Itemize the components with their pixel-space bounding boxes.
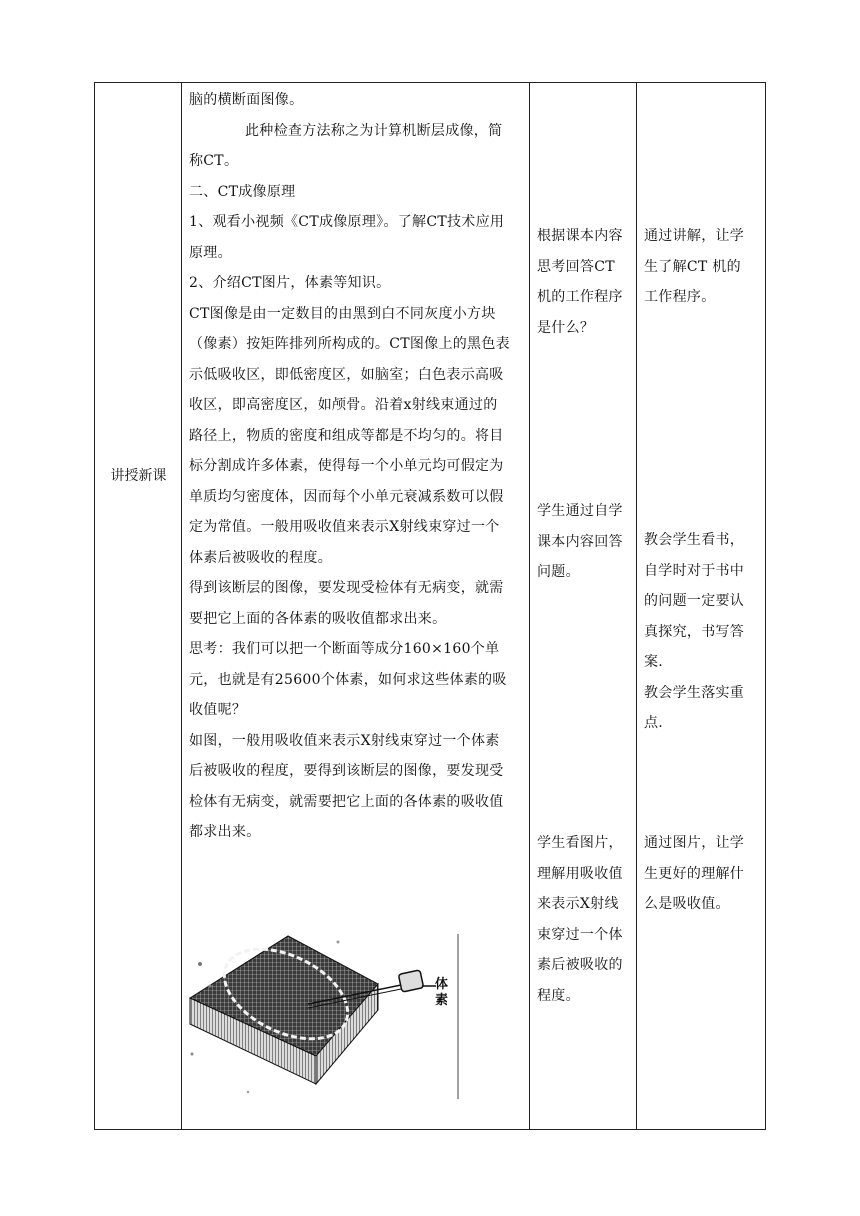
content-line: 思考：我们可以把一个断面等成分160×160个单 — [189, 641, 500, 657]
column-divider — [529, 83, 530, 1129]
content-line: 路径上，物质的密度和组成等都是不均匀的。将目 — [189, 427, 504, 444]
content-line: （像素）按矩阵排列所构成的。CT图像上的黑色表 — [189, 336, 510, 352]
student-line: 学生看图片， — [537, 835, 623, 851]
design-line: 工作程序。 — [644, 289, 716, 305]
student-line: 理解用吸收值 — [537, 865, 623, 882]
student-line: 是什么？ — [537, 319, 595, 336]
design-intent-2 — [644, 525, 756, 739]
design-line: 教会学生看书， — [644, 532, 745, 548]
content-line: 都求出来。 — [189, 824, 261, 840]
design-line: 案. — [644, 654, 664, 670]
design-line: 自学时对于书中 — [644, 562, 745, 579]
design-line: 么是吸收值。 — [644, 896, 730, 912]
student-line: 思考回答CT — [537, 258, 615, 275]
student-activity-2 — [537, 496, 635, 588]
student-line: 课本内容回答 — [537, 533, 623, 550]
student-line: 根据课本内容 — [537, 228, 623, 244]
design-line: 点. — [644, 715, 664, 731]
design-line: 真探究，书写答 — [644, 623, 745, 640]
student-line: 程度。 — [537, 987, 580, 1004]
column-divider — [181, 83, 182, 1129]
content-line: 收区，即高密度区，如颅骨。沿着x射线束通过的 — [189, 397, 498, 413]
content-line: 后被吸收的程度，要得到该断层的图像，要发现受 — [189, 763, 504, 779]
student-line: 素后被吸收的 — [537, 957, 623, 973]
student-line: 问题。 — [537, 564, 580, 580]
design-line: 通过讲解，让学 — [644, 228, 745, 244]
content-line: 此种检查方法称之为计算机断层成像，简 — [245, 122, 503, 139]
student-line: 来表示X射线 — [537, 896, 619, 912]
content-line: 体素后被吸收的程度。 — [189, 549, 332, 566]
content-line: 示低吸收区，即低密度区，如脑室；白色表示高吸 — [189, 366, 504, 383]
content-line: 1、观看小视频《CT成像原理》。了解CT技术应用 — [189, 214, 505, 230]
section-label: 讲授新课 — [110, 468, 167, 484]
student-activity-1 — [537, 221, 635, 343]
content-line: 检体有无病变，就需要把它上面的各体素的吸收值 — [189, 793, 504, 810]
content-line: 定为常值。一般用吸收值来表示X射线束穿过一个 — [189, 519, 500, 535]
content-line: 2、介绍CT图片，体素等知识。 — [189, 275, 391, 291]
design-intent-1 — [644, 221, 756, 313]
student-line: 学生通过自学 — [537, 503, 623, 519]
column-divider — [636, 83, 637, 1129]
student-line: 机的工作程序 — [537, 289, 623, 305]
teaching-content — [189, 85, 519, 848]
content-line: 要把它上面的各体素的吸收值都求出来。 — [189, 610, 447, 627]
student-line: 束穿过一个体 — [537, 926, 623, 943]
content-line: 收值呢？ — [189, 702, 247, 718]
design-line: 生了解CT 机的 — [644, 258, 741, 275]
content-line: 单质均匀密度体，因而每个小单元衰减系数可以假 — [189, 488, 504, 505]
content-line: CT图像是由一定数目的由黑到白不同灰度小方块 — [189, 305, 496, 322]
content-line: 标分割成许多体素，使得每一个小单元均可假定为 — [189, 458, 504, 474]
student-activity-3 — [537, 828, 635, 1011]
content-line: 称CT。 — [189, 153, 239, 169]
voxel-figure — [188, 934, 460, 1104]
figure-label-voxel: 体素 — [435, 977, 449, 1008]
design-line: 生更好的理解什 — [644, 865, 745, 882]
design-line: 教会学生落实重 — [644, 684, 745, 701]
content-line: 脑的横断面图像。 — [189, 92, 304, 108]
content-line: 二、CT成像原理 — [189, 183, 296, 200]
content-line: 原理。 — [189, 244, 232, 261]
design-line: 的问题一定要认 — [644, 593, 745, 609]
design-line: 通过图片，让学 — [644, 835, 745, 851]
content-line: 元，也就是有25600个体素，如何求这些体素的吸 — [189, 671, 507, 688]
design-intent-3 — [644, 828, 756, 920]
content-line: 如图，一般用吸收值来表示X射线束穿过一个体素 — [189, 732, 500, 749]
content-line: 得到该断层的图像，要发现受检体有无病变，就需 — [189, 580, 504, 596]
